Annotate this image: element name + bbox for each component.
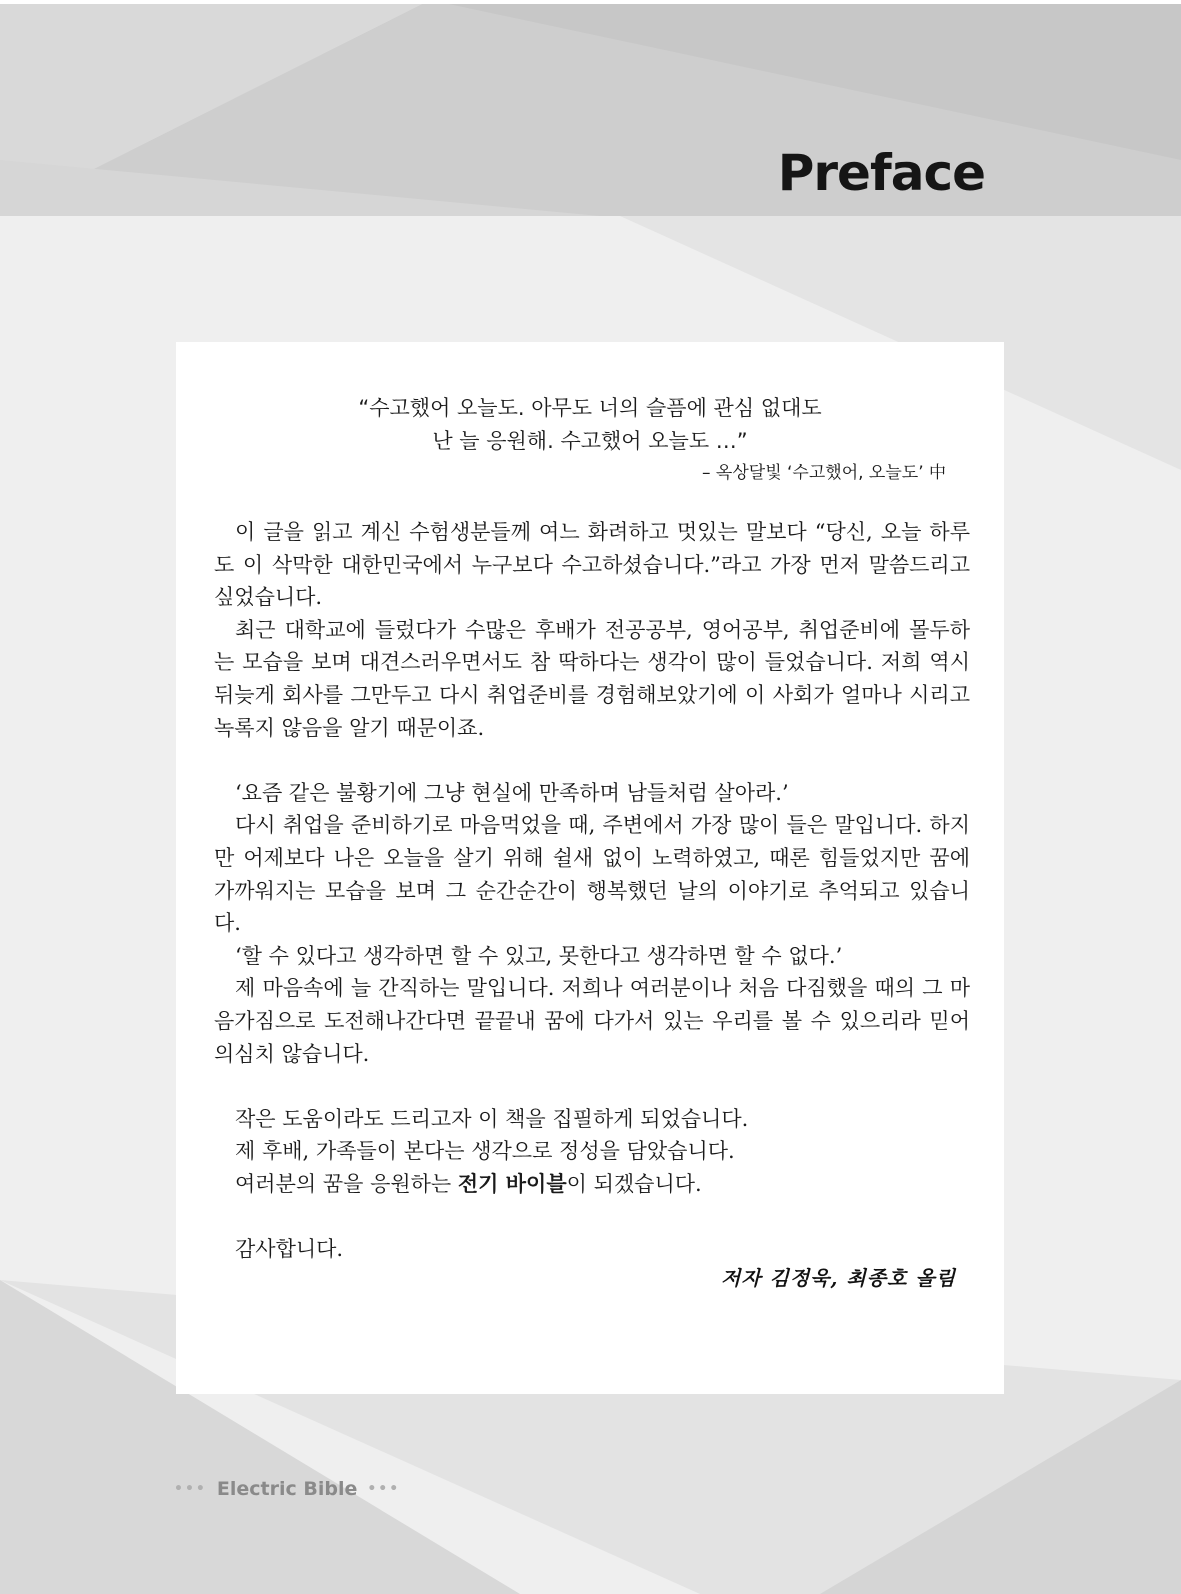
paragraph-4: 다시 취업을 준비하기로 마음먹었을 때, 주변에서 가장 많이 들은 말입니다. 하지만 어제보다 나은 오늘을 살기 위해 쉴새 없이 노력하였고, 때론 힘들었지만 꿈에 가까워지는 모습을 보며 그 순간순간이 행복했던 날의 이야기로 추억되고 있습니다. [214,813,970,936]
paragraph-6: 제 마음속에 늘 간직하는 말입니다. 저희나 여러분이나 처음 다짐했을 때의 그 마음가짐으로 도전해나간다면 끝끝내 꿈에 다가서 있는 우리를 볼 수 있으리라 믿어 의심치 않습니다. [214,976,970,1066]
quote-source: – 옥상달빛 ‘수고했어, 오늘도’ 中 [702,463,946,483]
paragraph-3: ‘요즘 같은 불황기에 그냥 현실에 만족하며 남들처럼 살아라.’ [235,780,789,805]
paragraph-5: ‘할 수 있다고 생각하면 할 수 있고, 못한다고 생각하면 할 수 없다.’ [235,943,843,968]
quote-line-1: “수고했어 오늘도. 아무도 너의 슬픔에 관심 없대도 [358,396,822,420]
paragraph-9 [214,1168,970,1201]
paragraph-8: 제 후배, 가족들이 본다는 생각으로 정성을 담았습니다. [235,1139,735,1164]
preface-paper [176,342,1004,1394]
preface-body [214,516,970,1266]
quote-line-2: 난 늘 응원해. 수고했어 오늘도 …” [432,429,748,453]
paragraph-7: 작은 도움이라도 드리고자 이 책을 집필하게 되었습니다. [235,1106,749,1131]
page-title: Preface [777,144,985,202]
author-signature: 저자 김정욱, 최종호 올림 [720,1266,956,1290]
paragraph-1: 이 글을 읽고 계신 수험생분들께 여느 화려하고 멋있는 말보다 “당신, 오늘 하루도 이 삭막한 대한민국에서 누구보다 수고하셨습니다.”라고 가장 먼저 말씀드리고 싶었습니다. [214,520,970,610]
footer-brand-name: Electric Bible [216,1478,358,1500]
song-quote [176,392,1004,458]
footer-dots-right-icon: ••• [367,1481,401,1497]
footer-brand [174,1478,410,1500]
paragraph-9-start: 여러분의 꿈을 응원하는 [235,1171,458,1196]
paragraph-10: 감사합니다. [235,1237,344,1262]
book-title-emphasis: 전기 바이블 [457,1170,567,1196]
footer-dots-left-icon: ••• [174,1481,207,1497]
paragraph-2: 최근 대학교에 들렀다가 수많은 후배가 전공공부, 영어공부, 취업준비에 몰두하는 모습을 보며 대견스러우면서도 참 딱하다는 생각이 많이 들었습니다. 저희 역시 뒤늦게 회사를 그만두고 다시 취업준비를 경험해보았기에 이 사회가 얼마나 시리고 녹록지 않음을 알기 때문이죠. [214,617,970,740]
paragraph-9-end: 이 되겠습니다. [566,1171,702,1196]
